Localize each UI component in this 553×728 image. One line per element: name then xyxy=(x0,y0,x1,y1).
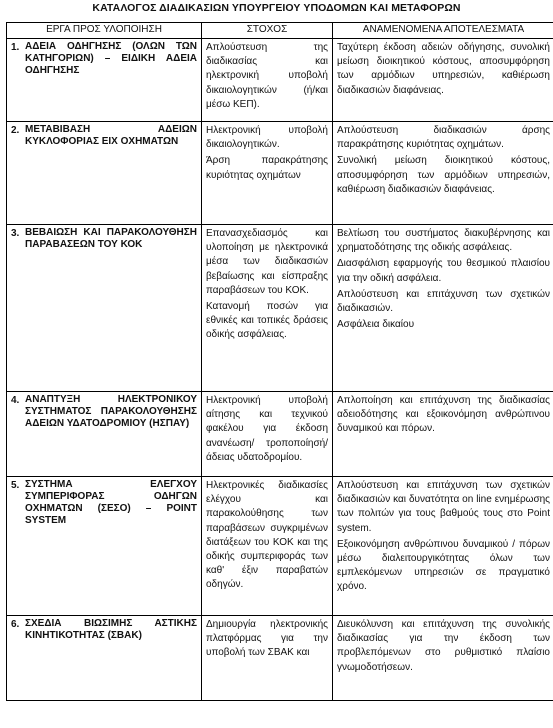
task-title: ΣΧΕΔΙΑ ΒΙΩΣΙΜΗΣ ΑΣΤΙΚΗΣ ΚΙΝΗΤΙΚΟΤΗΤΑΣ (ΣΒΑΚ) xyxy=(25,618,197,641)
task-number: 5. xyxy=(11,480,20,491)
goal-text: Δημιουργία ηλεκτρονικής πλατφόρμας για την υποβολή των ΣΒΑΚ και xyxy=(206,619,328,659)
goal-text: Ηλεκτρονικές διαδικασίες ελέγχου και παρακολούθησης των παραβάσεων συγκριμένων διατάξεων του ΚΟΚ και της οδικής συμπεριφοράς των καθ' έξιν παραβατών οδηγών. xyxy=(206,480,328,591)
goal-text: Απλούστευση της διαδικασίας και ηλεκτρονική υποβολή δικαιολογητικών (ή/και μέσω ΚΕΠ). xyxy=(206,42,328,110)
goal-cell xyxy=(202,477,333,616)
goal-cell xyxy=(202,225,333,392)
task-number: 4. xyxy=(11,395,20,406)
task-cell xyxy=(7,122,202,225)
table-row xyxy=(7,225,553,392)
column-header-goal: ΣΤΟΧΟΣ xyxy=(202,23,333,39)
goal-text: Ηλεκτρονική υποβολή αίτησης και τεχνικού φακέλου για έκδοση ανανέωση/ τροποποίησή/άδειας υδατοδρομίου. xyxy=(206,395,328,463)
column-header-tasks: ΕΡΓΑ ΠΡΟΣ ΥΛΟΠΟΙΗΣΗ xyxy=(7,23,202,39)
task-number: 3. xyxy=(11,228,20,239)
task-number: 2. xyxy=(11,125,20,136)
task-title: ΒΕΒΑΙΩΣΗ ΚΑΙ ΠΑΡΑΚΟΛΟΥΘΗΣΗ ΠΑΡΑΒΑΣΕΩΝ ΤΟΥ ΚΟΚ xyxy=(25,227,197,250)
goal-cell xyxy=(202,392,333,477)
table-row xyxy=(7,616,553,701)
table-row xyxy=(7,122,553,225)
results-cell xyxy=(333,392,553,477)
task-cell xyxy=(7,39,202,122)
results-text: Ταχύτερη έκδοση αδειών οδήγησης, συνολική μείωση διοικητικού κόστους, αποσυμφόρηση των αρμόδιων υπηρεσιών, καθιέρωση διαδικασιών διαφάνειας. xyxy=(337,42,550,96)
goal-text: Κατανομή ποσών για εθνικές και τοπικές δράσεις οδικής ασφάλειας. xyxy=(206,301,328,341)
results-cell xyxy=(333,39,553,122)
results-text: Συνολική μείωση διοικητικού κόστους, αποσυμφόρηση των αρμόδιων υπηρεσιών, καθιέρωση διαδικασιών διαφάνειας. xyxy=(337,155,550,195)
task-number: 6. xyxy=(11,619,20,630)
results-text: Απλοποίηση και επιτάχυνση της διαδικασίας αδειοδότησης και εξοικονόμηση ανθρώπινου δυναμικού και πόρων. xyxy=(337,395,550,435)
task-title: ΣΥΣΤΗΜΑ ΕΛΕΓΧΟΥ ΣΥΜΠΕΡΙΦΟΡΑΣ ΟΔΗΓΩΝ ΟΧΗΜΑΤΩΝ (ΣΕΣΟ) – POINT SYSTEM xyxy=(25,479,197,526)
table-row xyxy=(7,392,553,477)
task-cell xyxy=(7,392,202,477)
goal-text: Επανασχεδιασμός και υλοποίηση με ηλεκτρονικά μέσα των διαδικασιών βεβαίωσης και είσπραξης παραβάσεων του ΚΟΚ. xyxy=(206,228,328,296)
results-text: Διευκόλυνση και επιτάχυνση της συνολικής διαδικασίας για την έκδοση των προβλεπόμενων στο ρυθμιστικό πλαίσιο γνωμοδοτήσεων. xyxy=(337,619,550,673)
goal-text: Άρση παρακράτησης κυριότητας οχημάτων xyxy=(206,155,328,181)
results-text: Εξοικονόμηση ανθρώπινου δυναμικού / πόρων μέσω διαλειτουργικότητας όλων των εμπλεκόμενων υπηρεσιών σε πραγματικό χρόνο. xyxy=(337,538,550,593)
results-text: Απλούστευση και επιτάχυνση των σχετικών διαδικασιών. xyxy=(337,288,550,315)
table-row xyxy=(7,39,553,122)
results-cell xyxy=(333,225,553,392)
task-cell xyxy=(7,225,202,392)
results-cell xyxy=(333,477,553,616)
task-number: 1. xyxy=(11,42,20,53)
goal-text: Ηλεκτρονική υποβολή δικαιολογητικών. xyxy=(206,125,328,151)
results-text: Βελτίωση του συστήματος διακυβέρνησης και χρηματοδότησης της οδικής ασφάλειας. xyxy=(337,228,550,254)
task-cell xyxy=(7,616,202,701)
results-text: Διασφάλιση εφαρμογής του θεσμικού πλαισίου για την οδική ασφάλεια. xyxy=(337,258,550,284)
column-header-results: ΑΝΑΜΕΝΟΜΕΝΑ ΑΠΟΤΕΛΕΣΜΑΤΑ xyxy=(333,23,553,39)
goal-cell xyxy=(202,616,333,701)
results-cell xyxy=(333,616,553,701)
table-row xyxy=(7,477,553,616)
results-text: Ασφάλεια δικαίου xyxy=(337,319,415,331)
task-title: ΜΕΤΑΒΙΒΑΣΗ ΑΔΕΙΩΝ ΚΥΚΛΟΦΟΡΙΑΣ ΕΙΧ ΟΧΗΜΑΤΩΝ xyxy=(25,124,197,147)
task-title: ΑΝΑΠΤΥΞΗ ΗΛΕΚΤΡΟΝΙΚΟΥ ΣΥΣΤΗΜΑΤΟΣ ΠΑΡΑΚΟΛΟΥΘΗΣΗΣ ΑΔΕΙΩΝ ΥΔΑΤΟΔΡΟΜΙΟΥ (ΗΣΠΑΥ) xyxy=(25,394,197,429)
task-cell xyxy=(7,477,202,616)
goal-cell xyxy=(202,39,333,122)
results-text: Απλούστευση διαδικασιών άρσης παρακράτησης κυριότητας οχημάτων. xyxy=(337,125,550,151)
goal-cell xyxy=(202,122,333,225)
results-cell xyxy=(333,122,553,225)
task-title: ΑΔΕΙΑ ΟΔΗΓΗΣΗΣ (ΟΛΩΝ ΤΩΝ ΚΑΤΗΓΟΡΙΩΝ) – ΕΙΔΙΚΗ ΑΔΕΙΑ ΟΔΗΓΗΣΗΣ xyxy=(25,41,197,76)
procedures-table xyxy=(6,22,553,701)
results-text: Απλούστευση και επιτάχυνση των σχετικών διαδικασιών και δυνατότητα on line ενημέρωσης των πολιτών για τους βαθμούς τους στο Point system. xyxy=(337,480,550,534)
page-title: ΚΑΤΑΛΟΓΟΣ ΔΙΑΔΙΚΑΣΙΩΝ ΥΠΟΥΡΓΕΙΟΥ ΥΠΟΔΟΜΩΝ ΚΑΙ ΜΕΤΑΦΟΡΩΝ xyxy=(92,2,461,14)
table-header-row xyxy=(7,23,553,39)
